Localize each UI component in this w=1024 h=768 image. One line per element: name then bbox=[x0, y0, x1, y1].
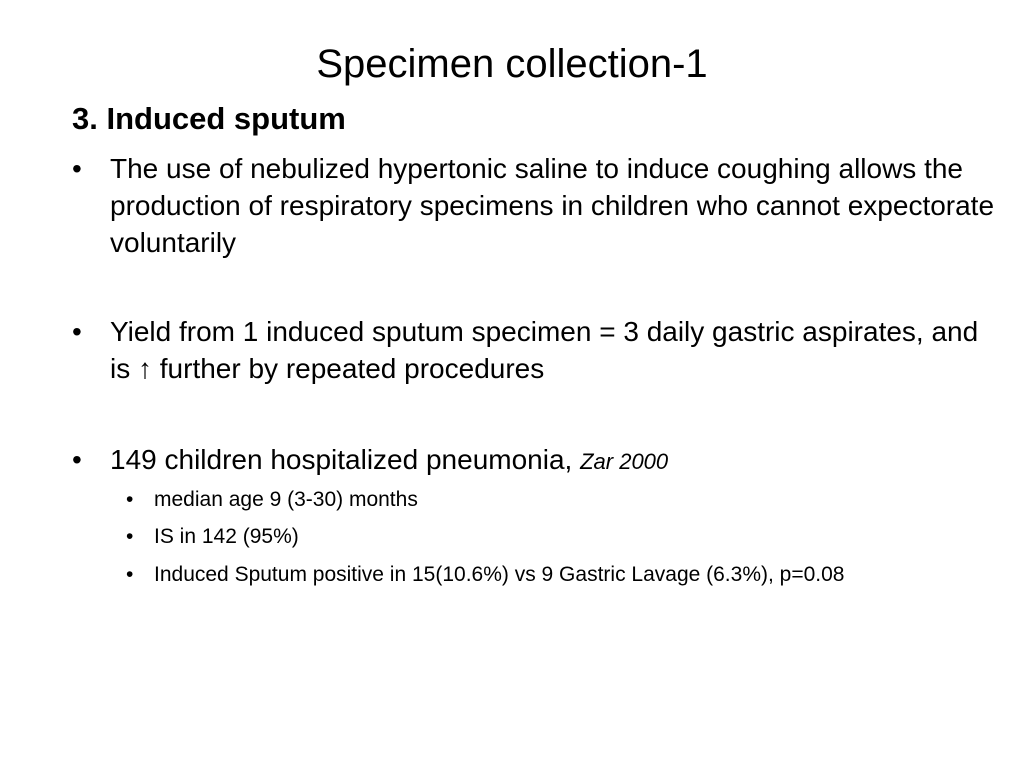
bullet-marker: • bbox=[72, 444, 82, 475]
slide-title: Specimen collection-1 bbox=[316, 42, 708, 86]
bullet-item-2 bbox=[72, 313, 1000, 387]
sub-bullet-marker: • bbox=[126, 563, 134, 586]
sub-bullet-text: median age 9 (3-30) months bbox=[154, 488, 418, 511]
sub-bullet-text: IS in 142 (95%) bbox=[154, 525, 299, 548]
citation: Zar 2000 bbox=[580, 449, 669, 474]
bullet-text: The use of nebulized hypertonic saline to induce coughing allows the production of respiratory specimens in children who cannot expectorate voluntarily bbox=[110, 153, 995, 258]
bullet-marker: • bbox=[72, 316, 82, 347]
bullet-text: Yield from 1 induced sputum specimen = 3 daily gastric aspirates, and is ↑ further by repeated procedures bbox=[110, 316, 979, 384]
sub-bullet-item-2 bbox=[126, 523, 1014, 551]
sub-bullet-marker: • bbox=[126, 488, 134, 511]
sub-bullet-text: Induced Sputum positive in 15(10.6%) vs 9 Gastric Lavage (6.3%), p=0.08 bbox=[154, 563, 845, 586]
bullet-item-1 bbox=[72, 150, 1000, 261]
sub-bullet-item-1 bbox=[126, 486, 1014, 514]
section-heading: 3. Induced sputum bbox=[72, 101, 346, 136]
bullet-item-3 bbox=[72, 441, 1000, 480]
bullet-marker: • bbox=[72, 153, 82, 184]
sub-bullet-item-3 bbox=[126, 561, 1014, 589]
bullet-text: 149 children hospitalized pneumonia, bbox=[110, 444, 581, 475]
sub-bullet-marker: • bbox=[126, 525, 134, 548]
